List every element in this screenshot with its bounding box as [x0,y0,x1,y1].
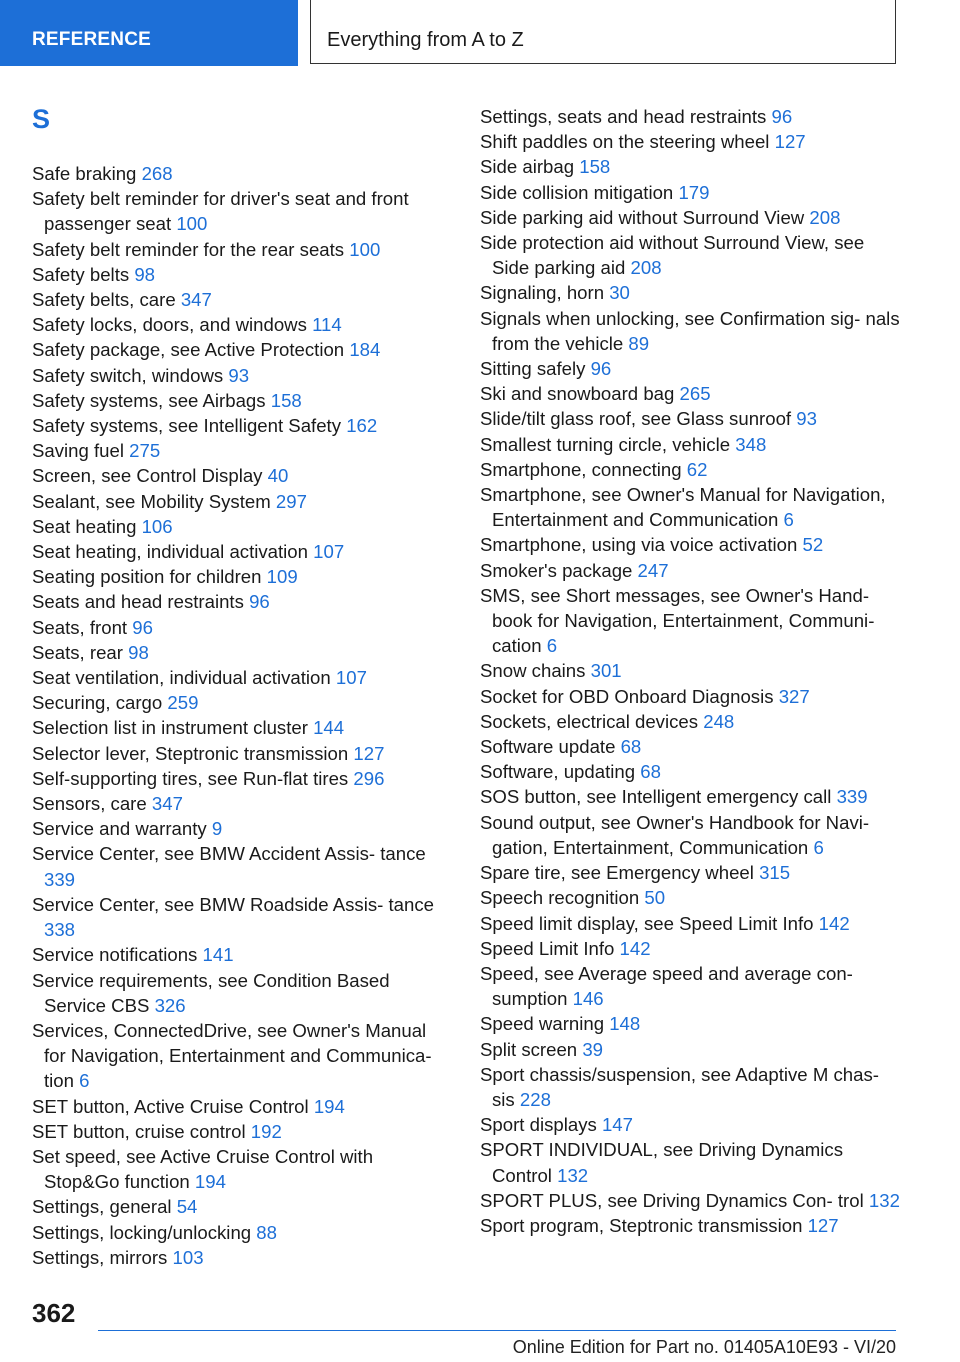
index-entry-text: Safety systems, see Airbags [32,389,266,411]
index-entry-text: Ski and snowboard bag [480,383,675,405]
index-entry-text: Self-supporting tires, see Run-flat tires [32,767,349,789]
index-entry [32,841,452,891]
index-letter-heading: S [32,104,51,134]
index-entry-text: Smoker's package [480,559,633,581]
index-page-link[interactable]: 339 [44,868,76,890]
index-page-link[interactable]: 98 [134,263,156,285]
index-page-link[interactable]: 141 [202,944,234,966]
index-page-link[interactable]: 54 [176,1196,198,1218]
index-entry-text: Side airbag [480,156,575,178]
index-page-link[interactable]: 98 [128,641,149,663]
index-page-link[interactable]: 326 [154,994,186,1016]
index-entry [32,589,452,614]
index-entry [32,766,452,791]
page-header [0,0,960,66]
index-page-link[interactable]: 338 [44,919,76,941]
index-entry [480,104,900,129]
index-entry [32,816,452,841]
index-entry-text: Smartphone, using via voice activation [480,534,798,556]
index-entry [32,892,452,942]
index-entry [32,514,452,539]
index-entry [32,665,452,690]
index-entry [480,230,900,280]
index-entry-text: Speed limit display, see Speed Limit Info [480,912,814,934]
index-entry [32,186,452,236]
index-page-link[interactable]: 107 [313,541,345,563]
index-page-link[interactable]: 146 [572,988,604,1010]
index-page-link[interactable]: 127 [774,131,806,153]
index-entry-text: Safety belt reminder for the rear seats [32,238,345,260]
index-page-link[interactable]: 30 [609,282,630,304]
index-entry [480,532,900,557]
index-page-link[interactable]: 96 [249,591,270,613]
index-entry-text: SPORT PLUS, see Driving Dynamics Con‐ trol [480,1189,864,1211]
index-entry [32,1094,452,1119]
index-entry-text: Seats, front [32,616,128,638]
index-entry [480,154,900,179]
index-entry-text: Sockets, electrical devices [480,710,699,732]
index-entry [32,715,452,740]
index-entry [32,640,452,665]
index-page-link[interactable]: 6 [546,635,558,657]
index-entry-text: Selector lever, Steptronic transmission [32,742,349,764]
edition-note: Online Edition for Part no. 01405A10E93 - VI/20 [512,1337,896,1357]
index-entry [32,791,452,816]
index-page-link[interactable]: 248 [703,710,735,732]
index-entry-text: Saving fuel [32,440,124,462]
index-page-link[interactable]: 68 [620,736,642,758]
index-entry [480,1112,900,1137]
index-entry-text: Seat heating, individual activation [32,541,308,563]
index-entry [480,356,900,381]
index-entry [480,1213,900,1238]
index-entry-text: SOS button, see Intelligent emergency call [480,786,832,808]
index-page-link[interactable]: 297 [275,490,307,512]
index-page-link[interactable]: 107 [335,667,367,689]
index-entry [480,280,900,305]
index-entry-text: Service and warranty [32,818,207,840]
index-entry [480,885,900,910]
index-page-link[interactable]: 179 [678,181,710,203]
index-entry-text: Slide/tilt glass roof, see Glass sunroof [480,408,792,430]
index-entry-text: Side collision mitigation [480,181,674,203]
index-page-link[interactable]: 194 [313,1095,345,1117]
index-entry [480,658,900,683]
index-page-link[interactable]: 315 [759,862,791,884]
index-entry [32,438,452,463]
index-entry-text: Service Center, see BMW Accident Assis‐ tance [32,843,426,865]
index-entry-text: Safety locks, doors, and windows [32,314,307,336]
index-entry-text: Sitting safely [480,358,586,380]
index-entry [480,381,900,406]
index-page-link[interactable]: 147 [601,1114,633,1136]
index-entry [32,287,452,312]
index-page-link[interactable]: 40 [267,465,289,487]
index-entry [480,482,900,532]
index-entry [480,759,900,784]
index-entry-text: Services, ConnectedDrive, see Owner's Manual for Navigation, Entertainment and Communica‐ tion [32,1019,432,1092]
index-entry-text: Service Center, see BMW Roadside Assis‐ tance [32,893,434,915]
index-entry [480,1188,900,1213]
index-entry-text: Safe braking [32,163,137,184]
index-entry [32,741,452,766]
index-page-link[interactable]: 114 [312,314,342,336]
index-column-right [480,104,900,1238]
index-column-left [32,104,452,1270]
index-entry-text: Speed warning [480,1013,605,1035]
index-entry-text: Seats and head restraints [32,591,244,613]
index-entry-text: Settings, general [32,1196,172,1218]
index-entry-text: SPORT INDIVIDUAL, see Driving Dynamics Control [480,1139,844,1186]
index-entry [32,1194,452,1219]
index-entry-text: Signals when unlocking, see Confirmation sig‐ nals from the vehicle [480,307,900,354]
index-entry-text: Smartphone, see Owner's Manual for Navigation, Entertainment and Communication [480,484,886,531]
index-page-link[interactable]: 192 [250,1120,282,1142]
index-entry [480,911,900,936]
index-page-link[interactable]: 301 [590,660,622,682]
index-entry [480,558,900,583]
index-page-link[interactable]: 88 [256,1221,277,1243]
index-entry [480,1011,900,1036]
index-entry-text: SET button, cruise control [32,1120,246,1142]
index-entry-text: Selection list in instrument cluster [32,717,308,739]
index-entry [480,432,900,457]
index-entry-text: Settings, seats and head restraints [480,106,767,127]
index-entry-text: Seats, rear [32,641,123,663]
index-page-link[interactable]: 347 [151,793,183,815]
index-page-link[interactable]: 268 [141,163,173,184]
index-entry [32,1245,452,1270]
index-entry-text: Side parking aid without Surround View [480,206,805,228]
index-page-link[interactable]: 6 [783,509,794,531]
index-entry-text: Sport chassis/suspension, see Adaptive M chas‐ sis [480,1063,879,1110]
index-page-link[interactable]: 247 [637,559,669,581]
index-entry [32,1018,452,1094]
index-page-link[interactable]: 275 [129,440,161,462]
index-entry [32,413,452,438]
index-page-link[interactable]: 162 [346,415,378,437]
index-entry [480,1062,900,1112]
index-entry-text: Shift paddles on the steering wheel [480,131,770,153]
index-page-link[interactable]: 89 [628,332,650,354]
index-page-link[interactable]: 194 [194,1171,226,1193]
index-entry [480,709,900,734]
index-entry-text: Service notifications [32,944,198,966]
index-page-link[interactable]: 96 [132,616,153,638]
index-entry [32,1144,452,1194]
index-entry [32,968,452,1018]
index-entry-text: Spare tire, see Emergency wheel [480,862,754,884]
index-entry [32,161,452,186]
index-entry [480,457,900,482]
index-entry-text: Split screen [480,1038,578,1060]
index-page-link[interactable]: 52 [802,534,824,556]
index-list-left [32,161,452,1270]
index-entry-text: Screen, see Control Display [32,465,263,487]
index-entry-text: Safety belt reminder for driver's seat and front passenger seat [32,188,409,235]
index-page-link[interactable]: 158 [579,156,611,178]
index-entry [480,810,900,860]
index-page-link[interactable]: 148 [609,1013,641,1035]
index-entry-text: Sport program, Steptronic transmission [480,1214,803,1236]
index-entry [480,684,900,709]
index-page-link[interactable]: 103 [172,1246,204,1268]
index-page-link[interactable]: 96 [590,358,612,380]
index-page-link[interactable]: 339 [836,786,868,808]
index-entry-text: Signaling, horn [480,282,605,304]
index-entry [480,961,900,1011]
index-entry [32,312,452,337]
index-page-link[interactable]: 184 [349,339,381,361]
index-page-link[interactable]: 62 [686,458,708,480]
index-entry [480,936,900,961]
index-entry-text: Seating position for children [32,566,262,588]
index-page-link[interactable]: 265 [679,383,711,405]
index-entry-text: Seat heating [32,515,137,537]
index-page-link[interactable]: 132 [868,1189,900,1211]
index-entry-text: Settings, mirrors [32,1246,168,1268]
index-entry-text: Sealant, see Mobility System [32,490,271,512]
index-page-link[interactable]: 6 [79,1070,90,1092]
index-page-link[interactable]: 296 [353,767,385,789]
index-page-link[interactable]: 144 [313,717,345,739]
chapter-title: Everything from A to Z [310,0,896,64]
index-entry [32,237,452,262]
index-entry [480,784,900,809]
index-entry [480,1137,900,1187]
section-tab: REFERENCE [0,0,298,66]
index-entry-text: Software update [480,736,616,758]
index-entry-text: Set speed, see Active Cruise Control with Stop&Go function [32,1145,374,1193]
index-entry-text: Service requirements, see Condition Based Service CBS [32,969,390,1016]
index-entry [32,539,452,564]
index-entry-text: Safety belts [32,263,130,285]
index-page-link[interactable]: 127 [807,1214,839,1236]
index-page-link[interactable]: 100 [349,238,381,260]
index-entry-text: Sound output, see Owner's Handbook for Navi‐ gation, Entertainment, Communication [480,811,870,858]
index-page-link[interactable]: 109 [266,566,298,588]
index-entry-text: SMS, see Short messages, see Owner's Hand‐ book for Navigation, Entertainment, Communi‐ cation [480,584,875,657]
index-entry [480,1037,900,1062]
index-page-link[interactable]: 208 [809,206,841,228]
index-entry-text: Smallest turning circle, vehicle [480,433,731,455]
index-entry [32,489,452,514]
index-entry [32,363,452,388]
index-entry-text: Socket for OBD Onboard Diagnosis [480,685,774,707]
page-number: 362 [32,1298,76,1328]
index-page-link[interactable]: 93 [228,364,250,386]
footer-divider [98,1330,896,1331]
index-entry [32,615,452,640]
index-entry-text: Securing, cargo [32,692,163,714]
index-entry-text: Seat ventilation, individual activation [32,667,331,689]
index-entry-text: Safety package, see Active Protection [32,339,345,361]
index-entry [480,583,900,659]
index-entry-text: SET button, Active Cruise Control [32,1095,309,1117]
index-page-link[interactable]: 208 [630,257,662,279]
index-entry-text: Safety belts, care [32,289,176,311]
index-list-right [480,104,900,1238]
index-entry [32,463,452,488]
index-entry-text: Snow chains [480,660,586,682]
index-entry [32,690,452,715]
index-page-link[interactable]: 259 [167,692,199,714]
index-entry [32,1119,452,1144]
index-entry [32,388,452,413]
index-entry [32,337,452,362]
index-entry [480,406,900,431]
index-page-link[interactable]: 127 [353,742,385,764]
index-page-link[interactable]: 347 [180,289,212,311]
index-page-link[interactable]: 132 [557,1164,589,1186]
index-entry [480,734,900,759]
index-page-link[interactable]: 9 [211,818,223,840]
index-page-link[interactable]: 93 [796,408,817,430]
index-entry [32,942,452,967]
index-entry [480,129,900,154]
index-entry-text: Speed, see Average speed and average con‐ sumption [480,962,853,1010]
index-entry-text: Safety systems, see Intelligent Safety [32,415,342,437]
index-entry-text: Sport displays [480,1114,597,1136]
index-entry [480,306,900,356]
index-page-link[interactable]: 50 [644,887,666,909]
index-page-link[interactable]: 327 [778,685,810,707]
index-page-link[interactable]: 142 [619,937,651,959]
index-page-link[interactable]: 348 [735,433,767,455]
index-page-link[interactable]: 228 [519,1088,551,1110]
index-entry [480,180,900,205]
index-page-link[interactable]: 106 [141,515,173,537]
index-page-link[interactable]: 142 [818,912,850,934]
index-page-link[interactable]: 158 [270,389,302,411]
index-page-link[interactable]: 100 [176,213,208,235]
index-page-link[interactable]: 6 [813,836,824,858]
index-entry [32,1220,452,1245]
index-entry-text: Sensors, care [32,793,147,815]
index-entry [480,205,900,230]
index-entry-text: Settings, locking/unlocking [32,1221,252,1243]
index-entry-text: Safety switch, windows [32,364,224,386]
index-page-link[interactable]: 39 [582,1038,604,1060]
index-entry [480,860,900,885]
index-page-link[interactable]: 96 [771,106,793,127]
index-entry-text: Speed Limit Info [480,937,615,959]
index-entry-text: Speech recognition [480,887,640,909]
index-entry [32,564,452,589]
index-entry-text: Smartphone, connecting [480,458,682,480]
index-entry-text: Software, updating [480,761,636,783]
index-page-link[interactable]: 68 [640,761,661,783]
index-entry [32,262,452,287]
index-entry-text: Side protection aid without Surround View, see Side parking aid [480,232,865,279]
